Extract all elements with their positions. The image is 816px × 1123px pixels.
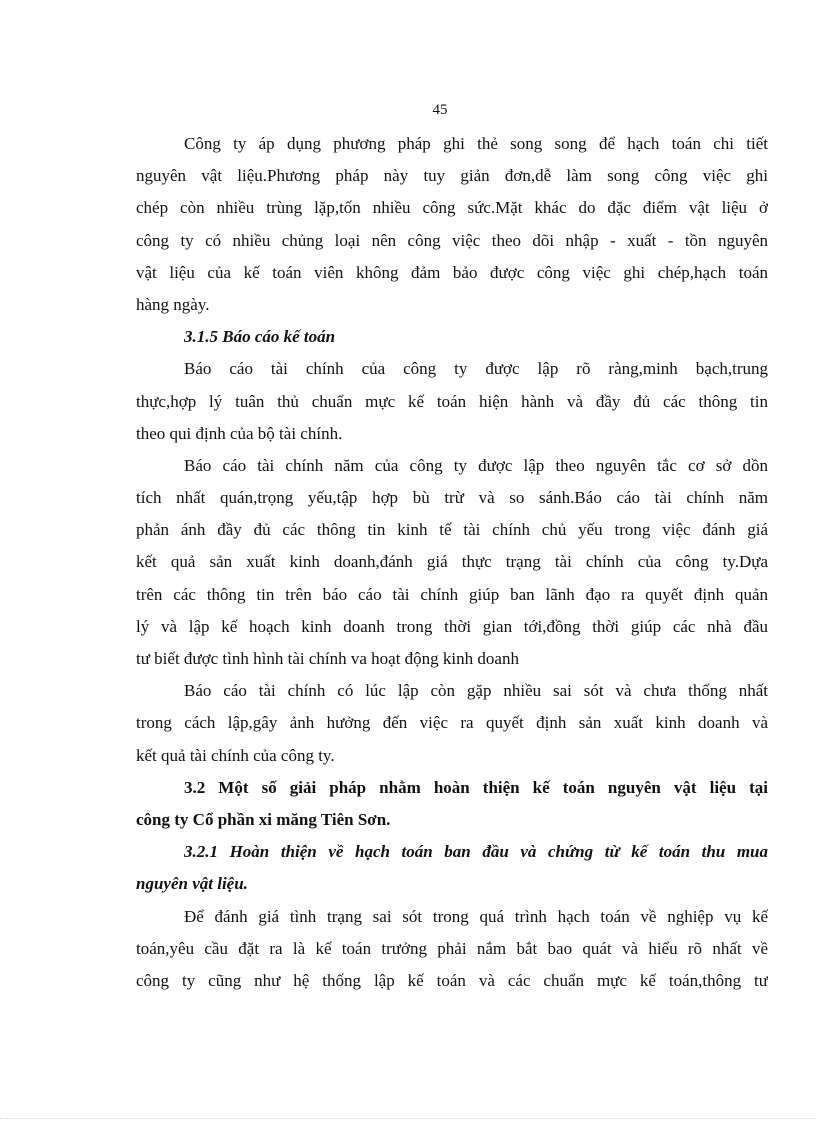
body-line: Báo cáo tài chính có lúc lập còn gặp nhiều sai sót và chưa thống nhất bbox=[184, 681, 768, 701]
body-line: trong cách lập,gây ảnh hưởng đến việc ra quyết định sản xuất kinh doanh và bbox=[136, 713, 768, 733]
section-heading: 3.1.5 Báo cáo kế toán bbox=[184, 327, 336, 347]
page-number: 45 bbox=[432, 102, 448, 118]
body-line: toán,yêu cầu đặt ra là kế toán trưởng phải nắm bắt bao quát và hiểu rõ nhất về bbox=[136, 938, 768, 958]
body-line: Công ty áp dụng phương pháp ghi thẻ song song để hạch toán chi tiết bbox=[184, 134, 768, 153]
body-line: trên các thông tin trên báo cáo tài chính giúp ban lãnh đạo ra quyết định quản bbox=[136, 584, 768, 604]
body-line: vật liệu của kế toán viên không đảm bảo được công việc ghi chép,hạch toán bbox=[136, 262, 768, 282]
body-line: Báo cáo tài chính của công ty được lập rõ ràng,minh bạch,trung bbox=[184, 359, 768, 379]
subsection-heading: nguyên vật liệu. bbox=[136, 874, 248, 894]
body-line: tư biết được tình hình tài chính va hoạt động kinh doanh bbox=[136, 649, 519, 668]
body-line: Để đánh giá tình trạng sai sót trong quá trình hạch toán về nghiệp vụ kế bbox=[184, 906, 768, 926]
body-line: phản ánh đầy đủ các thông tin kinh tế tài chính chủ yếu trong việc đánh giá bbox=[136, 520, 768, 540]
page-bottom-rule bbox=[0, 1118, 816, 1119]
document-body bbox=[136, 128, 768, 997]
body-line: công ty cũng như hệ thống lập kế toán và các chuẩn mực kế toán,thông tư bbox=[136, 970, 768, 990]
section-heading: 3.2 Một số giải pháp nhằm hoàn thiện kế toán nguyên vật liệu tại bbox=[184, 777, 768, 797]
section-heading: công ty Cổ phần xi măng Tiên Sơn. bbox=[136, 809, 391, 829]
body-line: theo qui định của bộ tài chính. bbox=[136, 423, 343, 443]
subsection-heading: 3.2.1 Hoàn thiện về hạch toán ban đầu và chứng từ kế toán thu mua bbox=[184, 842, 768, 862]
body-line: chép còn nhiều trùng lặp,tốn nhiều công sức.Mặt khác do đặc điểm vật liệu ở bbox=[136, 198, 768, 218]
body-line: thực,hợp lý tuân thủ chuẩn mực kế toán hiện hành và đầy đủ các thông tin bbox=[136, 391, 768, 411]
body-line: kết quả sản xuất kinh doanh,đánh giá thực trạng tài chính của công ty.Dựa bbox=[136, 552, 768, 572]
body-line: hàng ngày. bbox=[136, 294, 210, 314]
body-line: nguyên vật liệu.Phương pháp này tuy giản đơn,dễ làm song công việc ghi bbox=[136, 166, 768, 186]
body-line: kết quả tài chính của công ty. bbox=[136, 745, 335, 765]
body-line: công ty có nhiều chủng loại nên công việc theo dõi nhập - xuất - tồn nguyên bbox=[136, 230, 768, 250]
body-line: tích nhất quán,trọng yếu,tập hợp bù trừ và so sánh.Báo cáo tài chính năm bbox=[136, 488, 768, 508]
body-line: lý và lập kế hoạch kinh doanh trong thời gian tới,đồng thời giúp các nhà đầu bbox=[136, 616, 768, 636]
body-line: Báo cáo tài chính năm của công ty được lập theo nguyên tắc cơ sở dồn bbox=[184, 455, 768, 475]
